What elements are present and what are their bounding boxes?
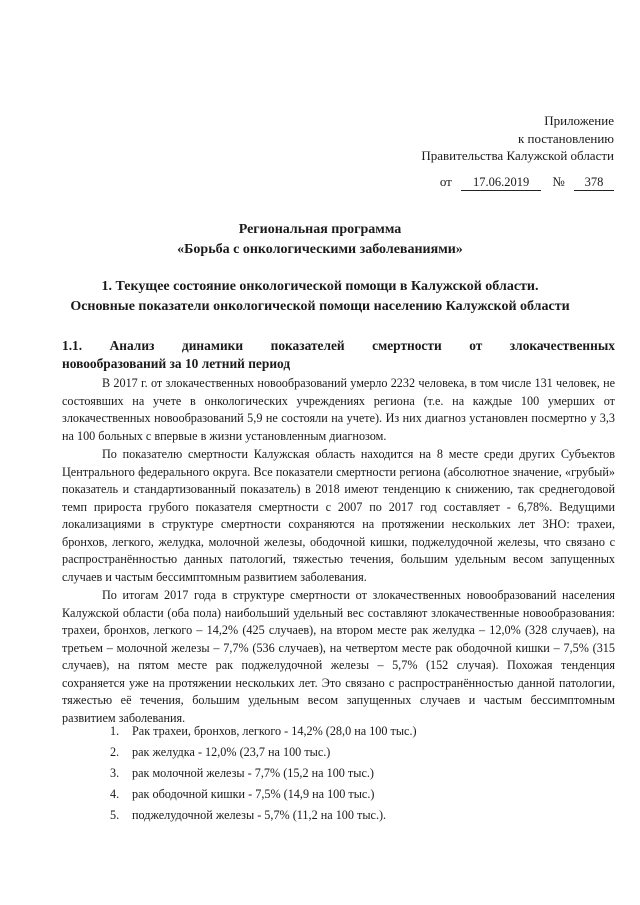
list-item (110, 784, 610, 805)
list-item-number: 3. (110, 766, 120, 780)
subsection-heading-line-1: 1.1. Анализ динамики показателей смертности от злокачественных (62, 338, 615, 353)
appendix-line-3: Правительства Калужской области (421, 148, 614, 163)
appendix-line-1: Приложение (544, 113, 614, 128)
list-item-number: 4. (110, 787, 120, 801)
list-item (110, 763, 610, 784)
resolution-date: 17.06.2019 (461, 175, 541, 191)
list-item (110, 805, 610, 826)
list-item-number: 2. (110, 745, 120, 759)
number-sign: № (552, 173, 565, 189)
list-item (110, 742, 610, 763)
list-item (110, 721, 610, 742)
body-text (62, 375, 615, 727)
paragraph-3: По итогам 2017 года в структуре смертности от злокачественных новообразований населения Калужской области (оба пола) наибольший удельный вес составляют злокачественные новообразования: трахеи, бронхов, легкого – 14,2% (425 случаев), на втором месте рак желудка – 12,0% (328 случаев), на третьем – молочной железы – 7,7% (536 случаев), на четвертом месте рак ободочной кишки – 7,5% (315 случаев), на пятом месте рак поджелудочной железы – 5,7% (152 случая). Похожая тенденция сохраняется уже на протяжении нескольких лет. Это связано с распространённостью данной патологии, тяжестью её течения, большим удельным весом запущенных случаев и частым бессимптомным развитием заболевания. (62, 588, 615, 725)
subsection-heading-line-2: новообразований за 10 летний период (62, 356, 291, 371)
list-item-text: рак ободочной кишки - 7,5% (14,9 на 100 тыс.) (132, 787, 375, 801)
paragraph-1: В 2017 г. от злокачественных новообразований умерло 2232 человека, в том числе 131 человек, не состоявших на учете в онкологических учреждениях региона (т.е. на каждые 100 умерших от злокачественных новообразований 5,9 не состояли на учете). Из них диагноз установлен посмертно у 3,3 на 100 больных с впервые в жизни установленным диагнозом. (62, 376, 615, 443)
resolution-number: 378 (574, 175, 614, 191)
localization-list (110, 721, 610, 826)
list-item-text: рак желудка - 12,0% (23,7 на 100 тыс.) (132, 745, 331, 759)
appendix-line-2: к постановлению (517, 130, 614, 146)
from-label: от (439, 173, 452, 189)
appendix-header (421, 112, 614, 191)
list-item-number: 1. (110, 724, 120, 738)
section-title-line-2: Основные показатели онкологической помощи населению Калужской области (70, 298, 570, 314)
paragraph-2: По показателю смертности Калужская область находится на 8 месте среди других Субъектов Центрального федерального округа. Все показатели смертности региона (абсолютное значение, «грубый» показатель и стандартизованный показатель) в 2018 имеют тенденцию к снижению, так среднегодовой темп прироста грубого показателя смертности с 2007 по 2017 год составляет - 6,78%. Ведущими локализациями в структуре смертности сохраняются на протяжении нескольких лет ЗНО: трахеи, бронхов, легкого, желудка, молочной железы, ободочной кишки, поджелудочной железы, что связано с распространённостью данных патологий, тяжестью течения, большим удельным весом запущенных случаев и частым бессимптомным развитием заболевания. (62, 447, 615, 584)
list-item-number: 5. (110, 808, 120, 822)
program-title-line-2: «Борьба с онкологическими заболеваниями» (177, 241, 463, 257)
list-item-text: Рак трахеи, бронхов, легкого - 14,2% (28,0 на 100 тыс.) (132, 724, 417, 738)
program-title (0, 220, 640, 259)
list-item-text: рак молочной железы - 7,7% (15,2 на 100 тыс.) (132, 766, 374, 780)
section-title-line-1: 1. Текущее состояние онкологической помощи в Калужской области. (101, 279, 539, 294)
list-item-text: поджелудочной железы - 5,7% (11,2 на 100 тыс.). (132, 808, 387, 822)
section-title (0, 277, 640, 316)
resolution-date-line (421, 173, 614, 191)
program-title-line-1: Региональная программа (238, 222, 402, 237)
